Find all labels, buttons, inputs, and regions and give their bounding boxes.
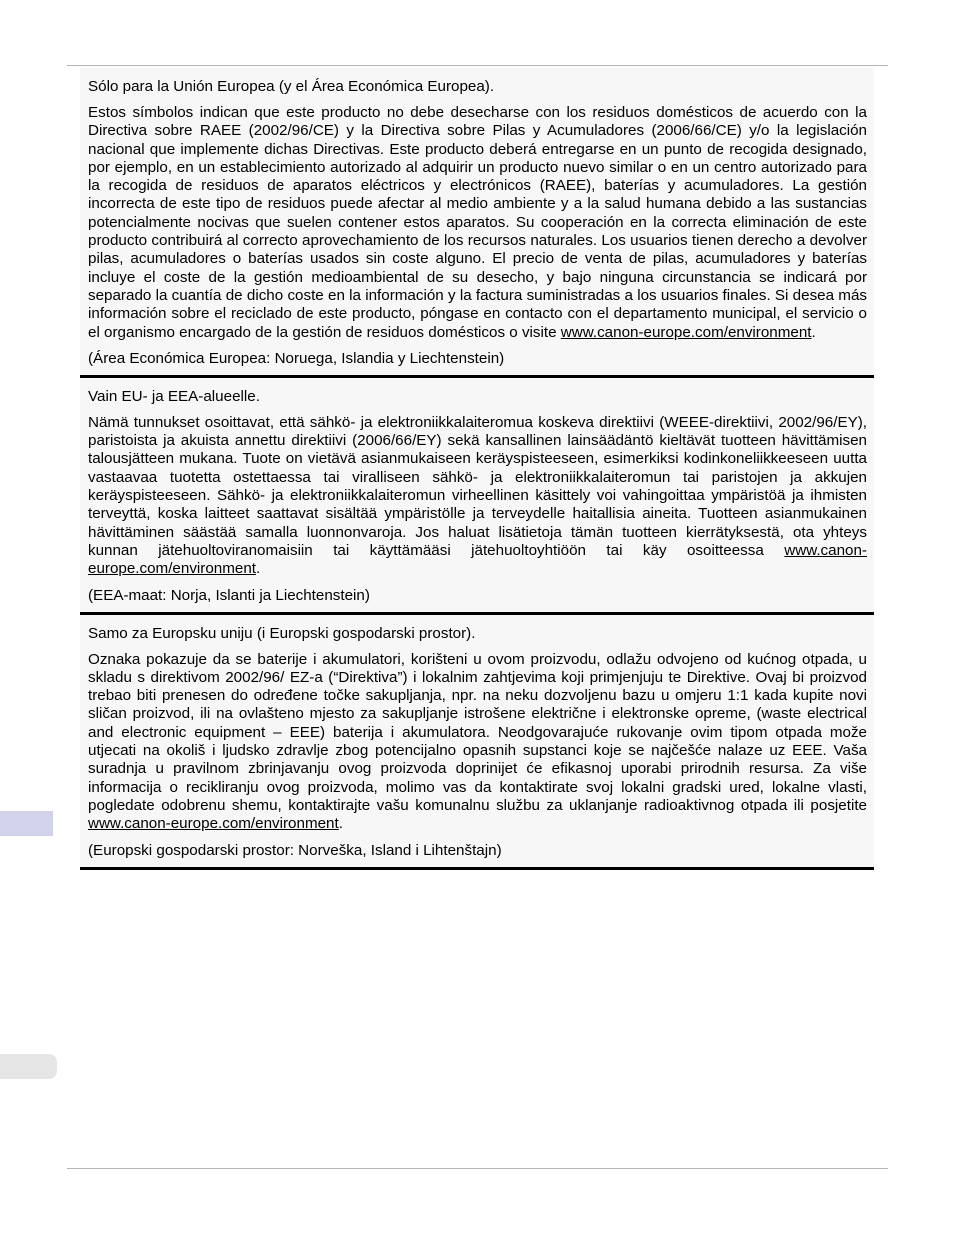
section-footnote: (Europski gospodarski prostor: Norveška, Island i Lihtenštajn) (88, 841, 502, 859)
header-rule (67, 65, 888, 66)
section-heading: Vain EU- ja EEA-alueelle. (88, 387, 260, 405)
section-footnote: (Área Económica Europea: Noruega, Islandia y Liechtenstein) (88, 349, 505, 367)
notice-section-hr (80, 615, 874, 870)
notice-section-fi (80, 378, 874, 615)
section-heading: Sólo para la Unión Europea (y el Área Económica Europea). (88, 78, 495, 95)
link-punctuation: . (811, 323, 816, 341)
section-footnote: (EEA-maat: Norja, Islanti ja Liechtenstein) (88, 586, 370, 604)
notice-content (80, 68, 874, 870)
section-heading: Samo za Europsku uniju (i Europski gospodarski prostor). (88, 624, 476, 642)
environment-link[interactable]: www.canon-europe.com/environment (88, 541, 867, 578)
environment-link[interactable]: www.canon-europe.com/environment (88, 815, 339, 833)
section-body-text: Estos símbolos indican que este producto no debe desecharse con los residuos domésticos de acuerdo con la Directiva sobre RAEE (2002/96/CE) y la Directiva sobre Pilas y Acumuladores (2006/66/CE) y/o la legislación nacional que implemente dichas Directivas. Este producto deberá entregarse en un punto de recogida designado, por ejemplo, en un establecimiento autorizado al adquirir un producto nuevo similar o en un centro autorizado para la recogida de residuos de aparatos eléctricos y electrónicos (RAEE), baterías y acumuladores. La gestión incorrecta de este tipo de residuos puede afectar al medio ambiente y a la salud humana debido a las sustancias potencialmente nocivas que suelen contener estos aparatos. Su cooperación en la correcta eliminación de este producto contribuirá al correcto aprovechamiento de los recursos naturales. Los usuarios tienen derecho a devolver pilas, acumuladores o baterías usados sin coste alguno. El precio de venta de pilas, acumuladores y baterías incluye el coste de la gestión medioambiental de su desecho, y bajo ninguna circunstancia se indicará por separado la cuantía de dicho coste en la información y la factura suministradas a los usuarios finales. Si desea más información sobre el reciclado de este producto, póngase en contacto con el departamento municipal, el servicio o el organismo encargado de la gestión de residuos domésticos o visite (88, 104, 867, 341)
environment-link[interactable]: www.canon-europe.com/environment (560, 323, 812, 341)
notice-section-es (80, 68, 874, 378)
page-side-tab[interactable] (0, 1054, 57, 1079)
section-body-text: Oznaka pokazuje da se baterije i akumulatori, korišteni u ovom proizvodu, odlažu odvojeno od kućnog otpada, u skladu s direktivom 2002/96/ EZ-a (“Direktiva”) i lokalnim zahtjevima koji primjenjuju te Direktive. Ovaj bi proizvod trebao biti prenesen do određene točke sakupljanja, npr. na neku dozvoljenu bazu u omjeru 1:1 kada kupite novi sličan proizvod, ili na ovlašteno mjesto za sakupljanje istrošene električne i elektronske opreme, (waste electrical and electronic equipment – EEE) baterija i akumulatora. Neodgovarajuće rukovanje ovim tipom otpada može utjecati na okoliš i ljudsko zdravlje zbog potencijalno opasnih supstanci koje se najčešće nalaze uz EEE. Vaša suradnja u pravilnom zbrinjavanju ovog proizvoda doprinijet će efikasnoj uporabi prirodnih resursa. Za više informacija o recikliranju ovog proizvoda, molimo vas da kontaktirate svoj lokalni gradski ured, lokalne vlasti, pogledate odobrenu shemu, kontaktirajte vašu komunalnu službu za uklanjanje radioaktivnog otpada ili posjetite (88, 650, 867, 814)
section-body (88, 651, 867, 834)
link-punctuation: . (338, 815, 343, 833)
section-body-text: Nämä tunnukset osoittavat, että sähkö- ja elektroniikkalaiteromua koskeva direktiivi (WEEE-direktiivi, 2002/96/EY), paristoista ja akuista annettu direktiivi (2006/66/EY) sekä kansallinen lainsäädäntö kieltävät tuotteen hävittämisen talousjätteen mukana. Tuote on vietävä asianmukaiseen keräyspisteeseen, esimerkiksi kodinkoneliikkeeseen uutta vastaavaa tuotetta ostettaessa tai viralliseen sähkö- ja elektroniikkalaiteromun tai paristojen ja akkujen keräyspisteeseen. Sähkö- ja elektroniikkalaiteromun virheellinen käsittely voi vahingoittaa ympäristöä ja ihmisten terveyttä, koska laitteet saattavat sisältää ympäristölle ja terveydelle haitallisia aineita. Tuotteen asianmukainen hävittäminen säästää samalla luonnonvaroja. Jos haluat lisätietoja tämän tuotteen kierrätyksestä, ota yhteys kunnan jätehuoltoviranomaisiin tai käyttämääsi jätehuoltoyhtiöön tai käy osoitteessa (88, 413, 867, 559)
chapter-side-tab[interactable] (0, 811, 53, 836)
footer-rule (67, 1168, 888, 1169)
section-body (88, 104, 867, 342)
section-body (88, 414, 867, 579)
link-punctuation: . (256, 560, 261, 578)
